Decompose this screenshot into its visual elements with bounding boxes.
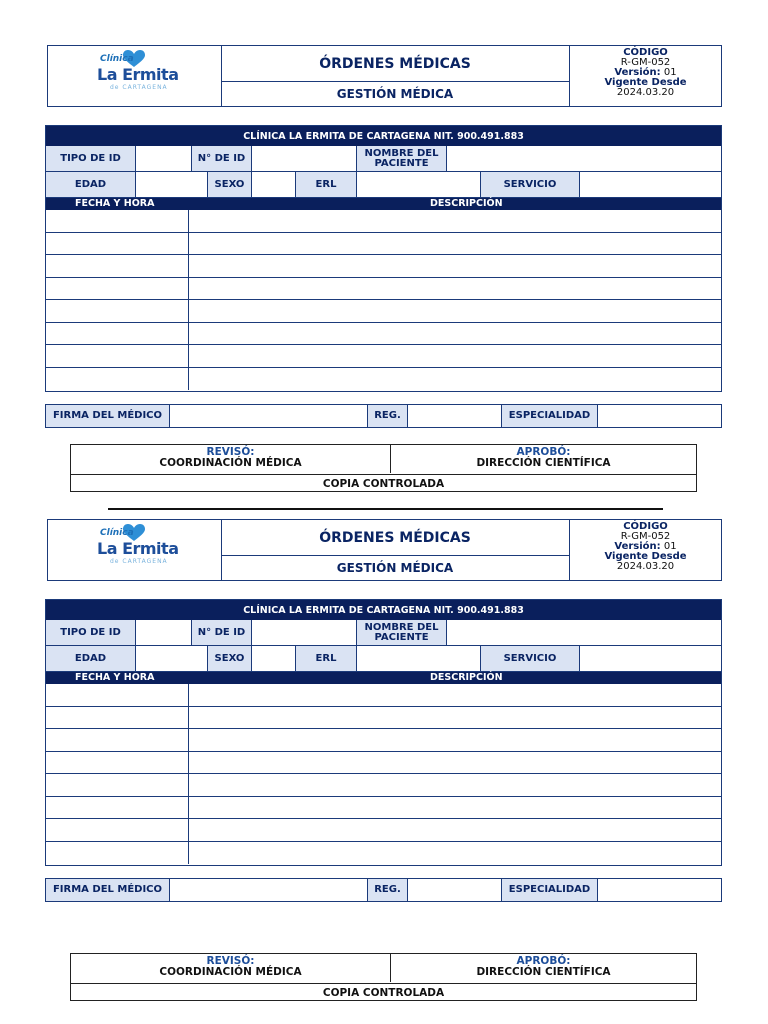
- nombre-field[interactable]: [447, 620, 721, 646]
- version-value: 01: [663, 541, 677, 552]
- order-row[interactable]: [46, 684, 721, 707]
- form-titles: [221, 46, 570, 106]
- especialidad-label: ESPECIALIDAD: [502, 405, 598, 427]
- reviso-label: REVISÓ:: [206, 955, 255, 967]
- logo-sub-text: de CARTAGENA: [110, 84, 168, 91]
- order-row[interactable]: [46, 210, 721, 233]
- erl-label: ERL: [296, 646, 357, 672]
- especialidad-field[interactable]: [598, 879, 721, 901]
- firma-label: FIRMA DEL MÉDICO: [46, 405, 170, 427]
- controlled-copy-label: COPIA CONTROLADA: [71, 474, 696, 492]
- servicio-field[interactable]: [580, 646, 721, 672]
- reviso-value: COORDINACIÓN MÉDICA: [159, 966, 302, 978]
- aprobo-label: APROBÓ:: [516, 955, 571, 967]
- document-meta: [570, 46, 721, 106]
- form-title: ÓRDENES MÉDICAS: [221, 46, 569, 82]
- logo-name-text: La Ermita: [97, 65, 179, 84]
- patient-orders-table: [45, 125, 722, 392]
- erl-label: ERL: [296, 172, 357, 198]
- form-title: ÓRDENES MÉDICAS: [221, 520, 569, 556]
- edad-label: EDAD: [46, 646, 136, 672]
- edad-field[interactable]: [136, 172, 208, 198]
- aprobo-cell: [391, 445, 696, 473]
- orders-column-header: [46, 672, 721, 684]
- code-value: R-GM-052: [620, 531, 671, 542]
- nombre-field[interactable]: [447, 146, 721, 172]
- reviso-cell: [71, 954, 391, 982]
- reg-label: REG.: [368, 879, 408, 901]
- reviso-value: COORDINACIÓN MÉDICA: [159, 457, 302, 469]
- servicio-label: SERVICIO: [481, 172, 580, 198]
- num-id-label: N° DE ID: [192, 146, 252, 172]
- sexo-label: SEXO: [208, 172, 252, 198]
- signature-row: [45, 404, 722, 428]
- nombre-label: NOMBRE DEL PACIENTE: [357, 146, 447, 172]
- document-meta: [570, 520, 721, 580]
- reg-field[interactable]: [408, 879, 502, 901]
- order-row[interactable]: [46, 368, 721, 391]
- version-value: 01: [663, 67, 677, 78]
- approval-box: [70, 953, 697, 1001]
- cut-separator: [108, 508, 663, 510]
- form-titles: [221, 520, 570, 580]
- version-label: Versión:: [614, 541, 661, 552]
- order-row[interactable]: [46, 323, 721, 346]
- erl-field[interactable]: [357, 172, 481, 198]
- clinic-banner: CLÍNICA LA ERMITA DE CARTAGENA NIT. 900.491.883: [46, 600, 721, 620]
- orders-column-header: [46, 198, 721, 210]
- logo-name-text: La Ermita: [97, 539, 179, 558]
- valid-label: Vigente Desde: [604, 77, 687, 88]
- patient-orders-table: [45, 599, 722, 866]
- fecha-hora-header: FECHA Y HORA: [75, 672, 155, 683]
- clinic-banner: CLÍNICA LA ERMITA DE CARTAGENA NIT. 900.491.883: [46, 126, 721, 146]
- logo-clinica-text: Clínica: [100, 528, 134, 538]
- aprobo-value: DIRECCIÓN CIENTÍFICA: [476, 457, 611, 469]
- descripcion-header: DESCRIPCIÓN: [430, 198, 503, 209]
- firma-field[interactable]: [170, 405, 368, 427]
- especialidad-label: ESPECIALIDAD: [502, 879, 598, 901]
- aprobo-label: APROBÓ:: [516, 446, 571, 458]
- tipo-id-label: TIPO DE ID: [46, 620, 136, 646]
- form-header: [47, 519, 722, 581]
- code-value: R-GM-052: [620, 57, 671, 68]
- logo-sub-text: de CARTAGENA: [110, 558, 168, 565]
- order-row[interactable]: [46, 707, 721, 730]
- order-row[interactable]: [46, 752, 721, 775]
- sexo-field[interactable]: [252, 646, 296, 672]
- firma-label: FIRMA DEL MÉDICO: [46, 879, 170, 901]
- edad-label: EDAD: [46, 172, 136, 198]
- tipo-id-label: TIPO DE ID: [46, 146, 136, 172]
- controlled-copy-label: COPIA CONTROLADA: [71, 983, 696, 1001]
- order-row[interactable]: [46, 774, 721, 797]
- reg-field[interactable]: [408, 405, 502, 427]
- order-row[interactable]: [46, 278, 721, 301]
- nombre-label: NOMBRE DEL PACIENTE: [357, 620, 447, 646]
- reg-label: REG.: [368, 405, 408, 427]
- num-id-field[interactable]: [252, 620, 357, 646]
- clinic-logo: [48, 520, 222, 580]
- tipo-id-field[interactable]: [136, 146, 192, 172]
- form-header: [47, 45, 722, 107]
- order-row[interactable]: [46, 819, 721, 842]
- order-row[interactable]: [46, 729, 721, 752]
- clinic-logo: [48, 46, 222, 106]
- valid-label: Vigente Desde: [604, 551, 687, 562]
- valid-value: 2024.03.20: [616, 561, 675, 572]
- reviso-label: REVISÓ:: [206, 446, 255, 458]
- firma-field[interactable]: [170, 879, 368, 901]
- order-row[interactable]: [46, 797, 721, 820]
- reviso-cell: [71, 445, 391, 473]
- sexo-field[interactable]: [252, 172, 296, 198]
- logo-clinica-text: Clínica: [100, 54, 134, 64]
- order-row[interactable]: [46, 255, 721, 278]
- servicio-label: SERVICIO: [481, 646, 580, 672]
- order-row[interactable]: [46, 842, 721, 865]
- aprobo-cell: [391, 954, 696, 982]
- order-row[interactable]: [46, 233, 721, 256]
- form-subtitle: GESTIÓN MÉDICA: [336, 87, 454, 101]
- approval-box: [70, 444, 697, 492]
- num-id-label: N° DE ID: [192, 620, 252, 646]
- edad-field[interactable]: [136, 646, 208, 672]
- code-label: CÓDIGO: [623, 521, 668, 532]
- servicio-field[interactable]: [580, 172, 721, 198]
- descripcion-header: DESCRIPCIÓN: [430, 672, 503, 683]
- sexo-label: SEXO: [208, 646, 252, 672]
- erl-field[interactable]: [357, 646, 481, 672]
- code-label: CÓDIGO: [623, 47, 668, 58]
- fecha-hora-header: FECHA Y HORA: [75, 198, 155, 209]
- order-row[interactable]: [46, 300, 721, 323]
- aprobo-value: DIRECCIÓN CIENTÍFICA: [476, 966, 611, 978]
- version-label: Versión:: [614, 67, 661, 78]
- valid-value: 2024.03.20: [616, 87, 675, 98]
- num-id-field[interactable]: [252, 146, 357, 172]
- form-subtitle: GESTIÓN MÉDICA: [336, 561, 454, 575]
- order-row[interactable]: [46, 345, 721, 368]
- tipo-id-field[interactable]: [136, 620, 192, 646]
- especialidad-field[interactable]: [598, 405, 721, 427]
- signature-row: [45, 878, 722, 902]
